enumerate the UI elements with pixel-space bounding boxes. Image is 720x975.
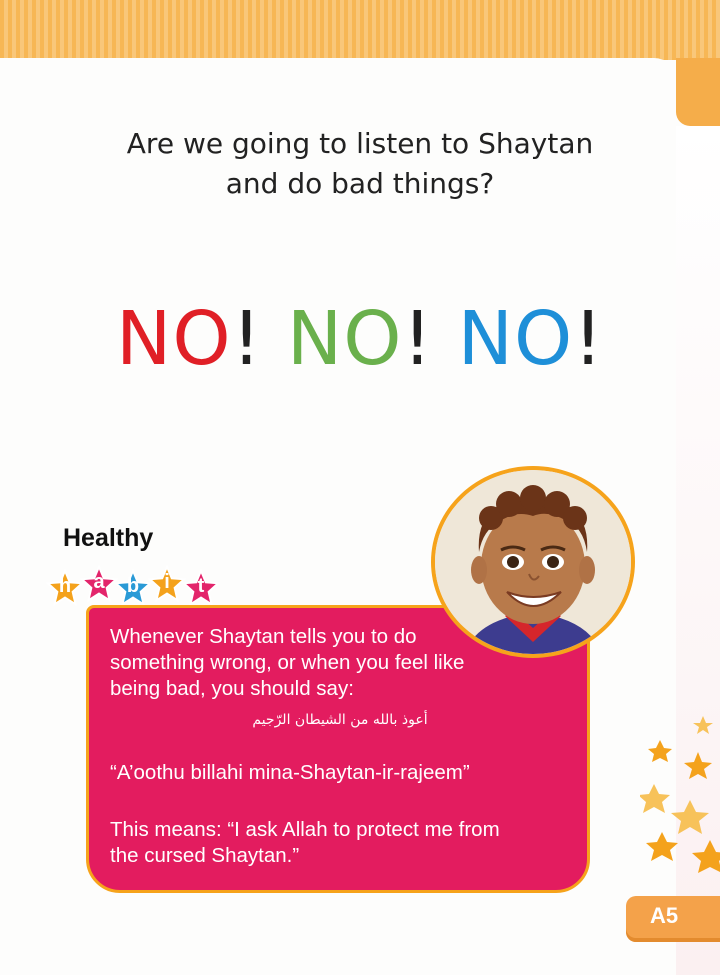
meaning-line-1: This means: “I ask Allah to protect me from [110,818,500,841]
top-right-tab [676,58,720,126]
meaning-text [110,817,600,869]
exclamation-3: ! [573,296,604,382]
habit-star-b [114,569,152,607]
habit-letter: b [126,575,140,597]
habit-line-1: Whenever Shaytan tells you to do [110,625,417,648]
no-word-red: NO [116,296,232,382]
habit-star-i [148,565,186,603]
no-no-no-heading [0,296,720,382]
transliteration-text: “A’oothu billahi mina-Shaytan-ir-rajeem” [110,761,470,784]
page-number: A5 [650,903,679,928]
habit-letter: h [58,575,72,597]
meaning-line-2: the cursed Shaytan.” [110,844,300,867]
question-text [60,124,660,204]
boy-portrait-illustration [435,470,631,654]
healthy-heading: Healthy [63,524,154,552]
boy-face-image [435,470,631,654]
habit-star-h [46,569,84,607]
habit-line-2: something wrong, or when you feel like [110,651,465,674]
habit-star-t [182,569,220,607]
exclamation-2: ! [402,296,434,382]
exclamation-1: ! [231,296,263,382]
habit-letter: t [197,575,205,597]
decorative-stars [640,712,720,892]
top-decorative-band [0,0,720,60]
habit-star-a [80,565,118,603]
star-cluster-icon [640,712,720,892]
arabic-phrase: أعوذ بالله من الشيطان الرّجيم [252,712,428,728]
no-word-green: NO [286,296,403,382]
question-line-2: and do bad things? [225,167,495,200]
habit-line-3: being bad, you should say: [110,677,354,700]
habit-letter: i [164,571,170,593]
question-line-1: Are we going to listen to Shaytan [126,127,594,160]
habit-letter: a [93,571,105,593]
habit-star-letters [46,565,226,609]
no-word-blue: NO [457,296,574,382]
